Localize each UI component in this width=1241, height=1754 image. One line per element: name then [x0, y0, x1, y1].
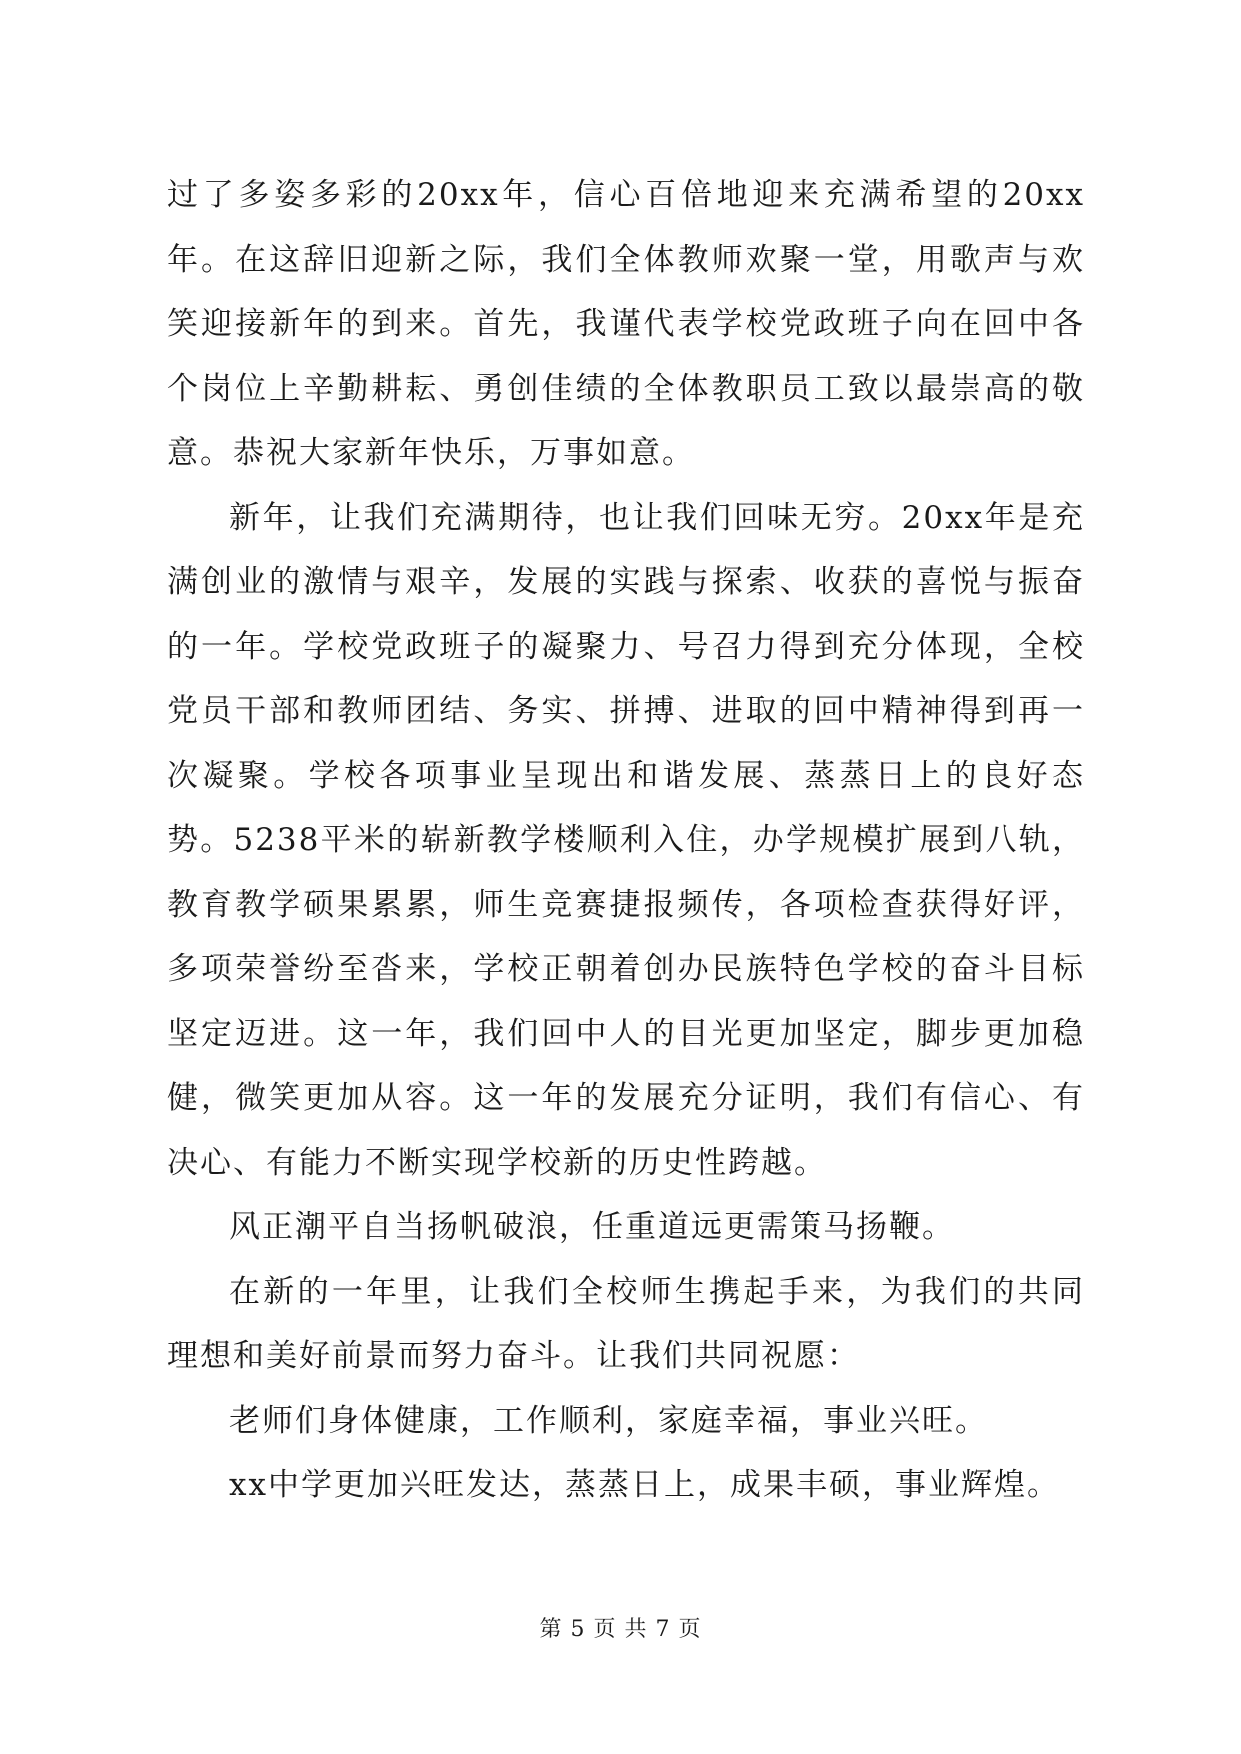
paragraph-4: 在新的一年里，让我们全校师生携起手来，为我们的共同理想和美好前景而努力奋斗。让我们共同祝愿： [167, 1273, 1085, 1374]
paragraph-6: xx中学更加兴旺发达，蒸蒸日上，成果丰硕，事业辉煌。 [229, 1467, 1060, 1503]
page-footer: 第 5 页 共 7 页 [539, 1617, 702, 1642]
paragraph-3: 风正潮平自当扬帆破浪，任重道远更需策马扬鞭。 [229, 1209, 955, 1245]
paragraph-2: 新年，让我们充满期待，也让我们回味无穷。20xx年是充满创业的激情与艰辛，发展的实践与探索、收获的喜悦与振奋的一年。学校党政班子的凝聚力、号召力得到充分体现，全校党员干部和教师团结、务实、拼搏、进取的回中精神得到再一次凝聚。学校各项事业呈现出和谐发展、蒸蒸日上的良好态势。5238平米的崭新教学楼顺利入住，办学规模扩展到八轨，教育教学硕果累累，师生竞赛捷报频传，各项检查获得好评，多项荣誉纷至沓来，学校正朝着创办民族特色学校的奋斗目标坚定迈进。这一年，我们回中人的目光更加坚定，脚步更加稳健，微笑更加从容。这一年的发展充分证明，我们有信心、有决心、有能力不断实现学校新的历史性跨越。 [167, 499, 1085, 1181]
document-body [167, 163, 1085, 1518]
paragraph-5: 老师们身体健康，工作顺利，家庭幸福，事业兴旺。 [229, 1402, 988, 1439]
paragraph-1: 过了多姿多彩的20xx年，信心百倍地迎来充满希望的20xx年。在这辞旧迎新之际，我们全体教师欢聚一堂，用歌声与欢笑迎接新年的到来。首先，我谨代表学校党政班子向在回中各个岗位上辛勤耕耘、勇创佳绩的全体教职员工致以最崇高的敬意。恭祝大家新年快乐，万事如意。 [167, 177, 1085, 471]
